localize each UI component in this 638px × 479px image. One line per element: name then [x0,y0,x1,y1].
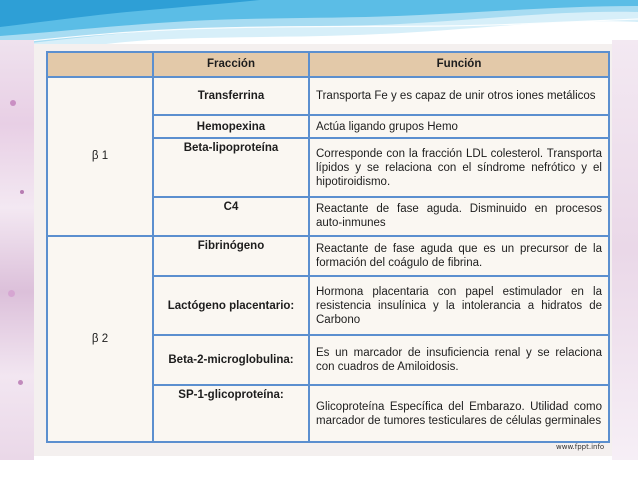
header-fraccion: Fracción [153,52,309,77]
fraccion-cell: Lactógeno placentario: [153,276,309,335]
table-row [47,236,609,277]
decorative-dot [20,190,24,194]
group-label-beta2: β 2 [47,236,153,442]
funcion-cell: Es un marcador de insuficiencia renal y se relaciona con cuadros de Amiloidosis. [309,335,609,385]
fraccion-cell: SP-1-glicoproteína: [153,385,309,442]
decorative-dot [8,290,15,297]
watermark: www.fppt.info [556,443,605,451]
header-empty-cell [47,52,153,77]
decorative-left-strip [0,40,34,460]
table-row [47,77,609,116]
header-funcion: Función [309,52,609,77]
funcion-cell: Transporta Fe y es capaz de unir otros iones metálicos [309,77,609,116]
funcion-cell: Glicoproteína Específica del Embarazo. Utilidad como marcador de tumores testiculares de células germinales [309,385,609,442]
funcion-cell: Corresponde con la fracción LDL colesterol. Transporta lípidos y se relaciona con el síndrome nefrótico y el hipotiroidismo. [309,138,609,197]
decorative-dot [18,380,23,385]
fraccion-cell: Beta-lipoproteína [153,138,309,197]
fraccion-cell: Transferrina [153,77,309,116]
group-label-beta1: β 1 [47,77,153,236]
protein-fraction-table [46,51,610,443]
decorative-dot [10,100,16,106]
funcion-cell: Reactante de fase aguda que es un precursor de la formación del coágulo de fibrina. [309,236,609,277]
table-header-row [47,52,609,77]
funcion-cell: Actúa ligando grupos Hemo [309,115,609,138]
fraccion-cell: Beta-2-microglobulina: [153,335,309,385]
funcion-cell: Reactante de fase aguda. Disminuido en procesos auto-inmunes [309,197,609,236]
fraccion-cell: Fibrinógeno [153,236,309,277]
decorative-right-strip [612,40,638,460]
fraccion-cell: C4 [153,197,309,236]
fraccion-cell: Hemopexina [153,115,309,138]
funcion-cell: Hormona placentaria con papel estimulador en la resistencia insulínica y la intolerancia a hidratos de Carbono [309,276,609,335]
